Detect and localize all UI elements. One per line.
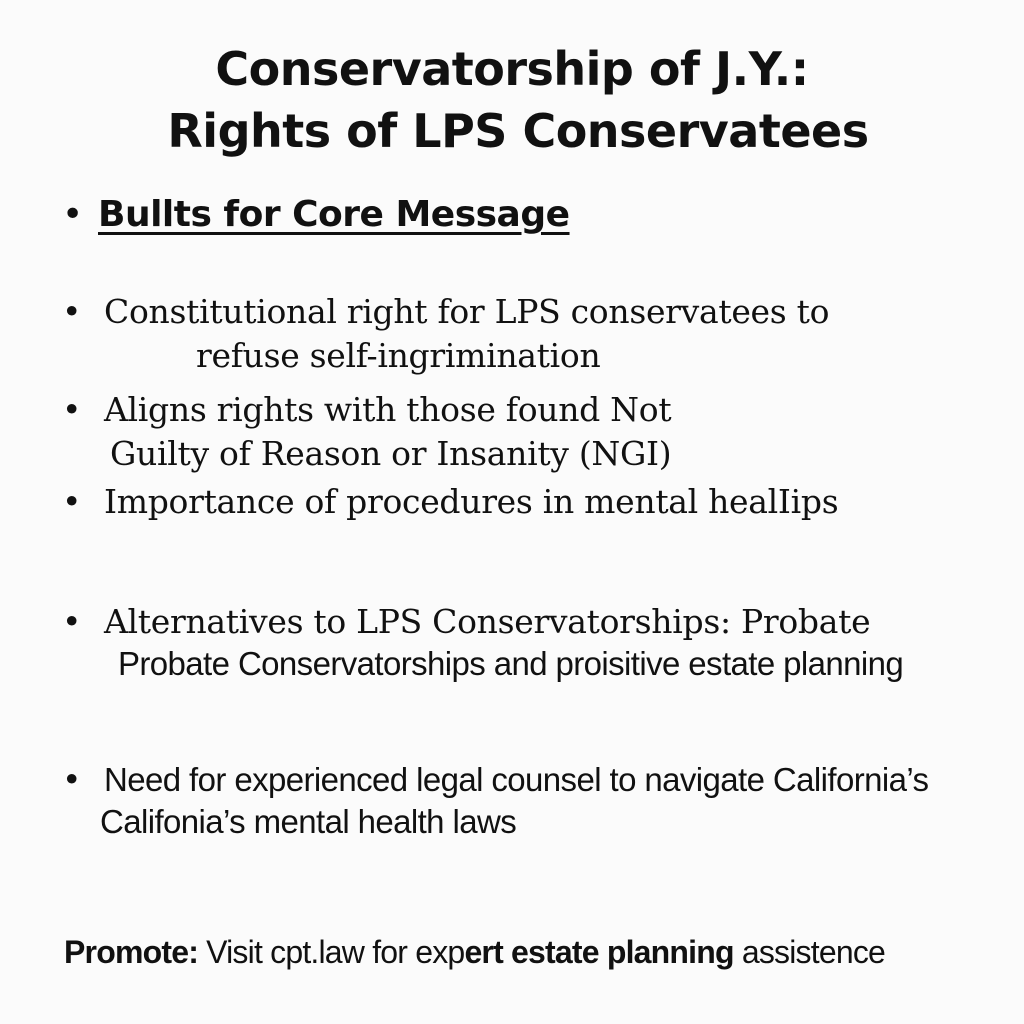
- bullet-item-4-line-1: Alternatives to LPS Conservatorships: Probate: [104, 602, 871, 641]
- bullet-marker: •: [62, 292, 82, 331]
- bullet-item-1: [62, 290, 829, 334]
- title-line-1: Conservatorship of J.Y.:: [215, 42, 809, 96]
- title-line-2: Rights of LPS Conservatees: [167, 104, 869, 158]
- section-heading-text: Bullts for Core Message: [98, 194, 570, 235]
- bullet-item-1-line-1: Constitutional right for LPS conservatees to: [104, 292, 830, 331]
- bullet-marker: •: [62, 194, 84, 235]
- promote-bold-text: ert estate planning: [464, 934, 734, 970]
- bullet-item-5-line-2: Califonia’s mental health laws: [100, 803, 517, 840]
- bullet-item-1-line-2: refuse self-ingrimination: [196, 336, 601, 375]
- promote-line: [64, 930, 885, 974]
- bullet-item-2: [62, 388, 671, 432]
- promote-text-2: assistence: [733, 934, 886, 970]
- section-heading: [62, 188, 570, 242]
- promote-text-1: Visit cpt.law for exp: [198, 934, 465, 970]
- bullet-marker: •: [62, 760, 81, 799]
- bullet-item-2-line-2: Guilty of Reason or Insanity (NGI): [110, 434, 672, 473]
- bullet-item-3-line-1: Importance of procedures in mental healIips: [104, 482, 839, 521]
- bullet-item-2-line-1: Aligns rights with those found Not: [104, 390, 672, 429]
- bullet-item-3: [62, 480, 838, 524]
- bullet-marker: •: [62, 390, 82, 429]
- promote-label: Promote:: [64, 934, 199, 970]
- bullet-marker: •: [62, 482, 82, 521]
- bullet-item-5-line-1: Need for experienced legal counsel to navigate California’s: [104, 761, 929, 798]
- bullet-marker: •: [62, 602, 82, 641]
- bullet-item-5: [62, 758, 928, 802]
- bullet-item-4-line-2: Probate Conservatorships and proisitive estate planning: [118, 645, 904, 682]
- bullet-item-4: [62, 600, 870, 644]
